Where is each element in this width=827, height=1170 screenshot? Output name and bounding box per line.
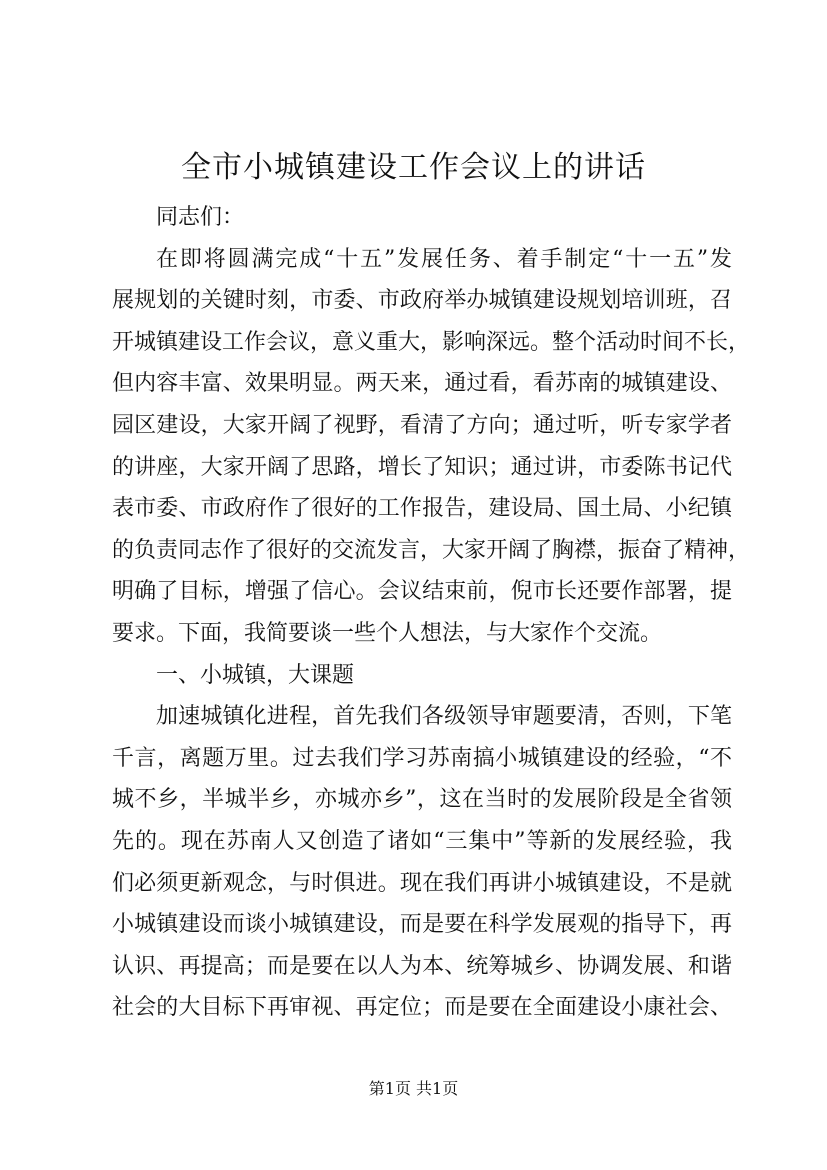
salutation-line: 同志们： bbox=[156, 205, 245, 230]
paragraph-line: 千言，离题万里。过去我们学习苏南搞小城镇建设的经验，“不 bbox=[112, 745, 732, 771]
paragraph-line: 社会的大目标下再审视、再定位；而是要在全面建设小康社会、 bbox=[112, 995, 732, 1021]
paragraph-line: 小城镇建设而谈小城镇建设，而是要在科学发展观的指导下，再 bbox=[112, 912, 732, 938]
document-title: 全市小城镇建设工作会议上的讲话 bbox=[181, 150, 646, 185]
paragraph-line: 的负责同志作了很好的交流发言，大家开阔了胸襟，振奋了精神， bbox=[112, 537, 751, 563]
paragraph-line: 表市委、市政府作了很好的工作报告，建设局、国土局、小纪镇 bbox=[112, 496, 732, 522]
paragraph-line: 先的。现在苏南人又创造了诸如“三集中”等新的发展经验，我 bbox=[112, 828, 732, 854]
paragraph-line: 明确了目标，增强了信心。会议结束前，倪市长还要作部署，提 bbox=[112, 579, 732, 605]
paragraph-line: 园区建设，大家开阔了视野，看清了方向；通过听，听专家学者 bbox=[112, 412, 732, 438]
paragraph-line: 的讲座，大家开阔了思路，增长了知识；通过讲，市委陈书记代 bbox=[112, 454, 732, 480]
paragraph-line: 开城镇建设工作会议，意义重大，影响深远。整个活动时间不长， bbox=[112, 329, 751, 355]
paragraph-line: 们必须更新观念，与时俱进。现在我们再讲小城镇建设，不是就 bbox=[112, 870, 732, 896]
page-footer: 第1页 共1页 bbox=[368, 1079, 459, 1098]
section-heading: 一、小城镇，大课题 bbox=[156, 662, 355, 688]
document-body bbox=[112, 197, 751, 1029]
paragraph-line: 认识、再提高；而是要在以人为本、统筹城乡、协调发展、和谐 bbox=[112, 953, 732, 979]
paragraph-line: 在即将圆满完成“十五”发展任务、着手制定“十一五”发 bbox=[156, 246, 732, 272]
paragraph-line: 展规划的关键时刻，市委、市政府举办城镇建设规划培训班，召 bbox=[112, 288, 732, 314]
paragraph-line: 加速城镇化进程，首先我们各级领导审题要清，否则，下笔 bbox=[156, 704, 732, 730]
paragraph-line: 要求。下面，我简要谈一些个人想法，与大家作个交流。 bbox=[112, 620, 663, 646]
paragraph-line: 城不乡，半城半乡，亦城亦乡”，这在当时的发展阶段是全省领 bbox=[112, 787, 732, 813]
paragraph-line: 但内容丰富、效果明显。两天来，通过看，看苏南的城镇建设、 bbox=[112, 371, 732, 397]
